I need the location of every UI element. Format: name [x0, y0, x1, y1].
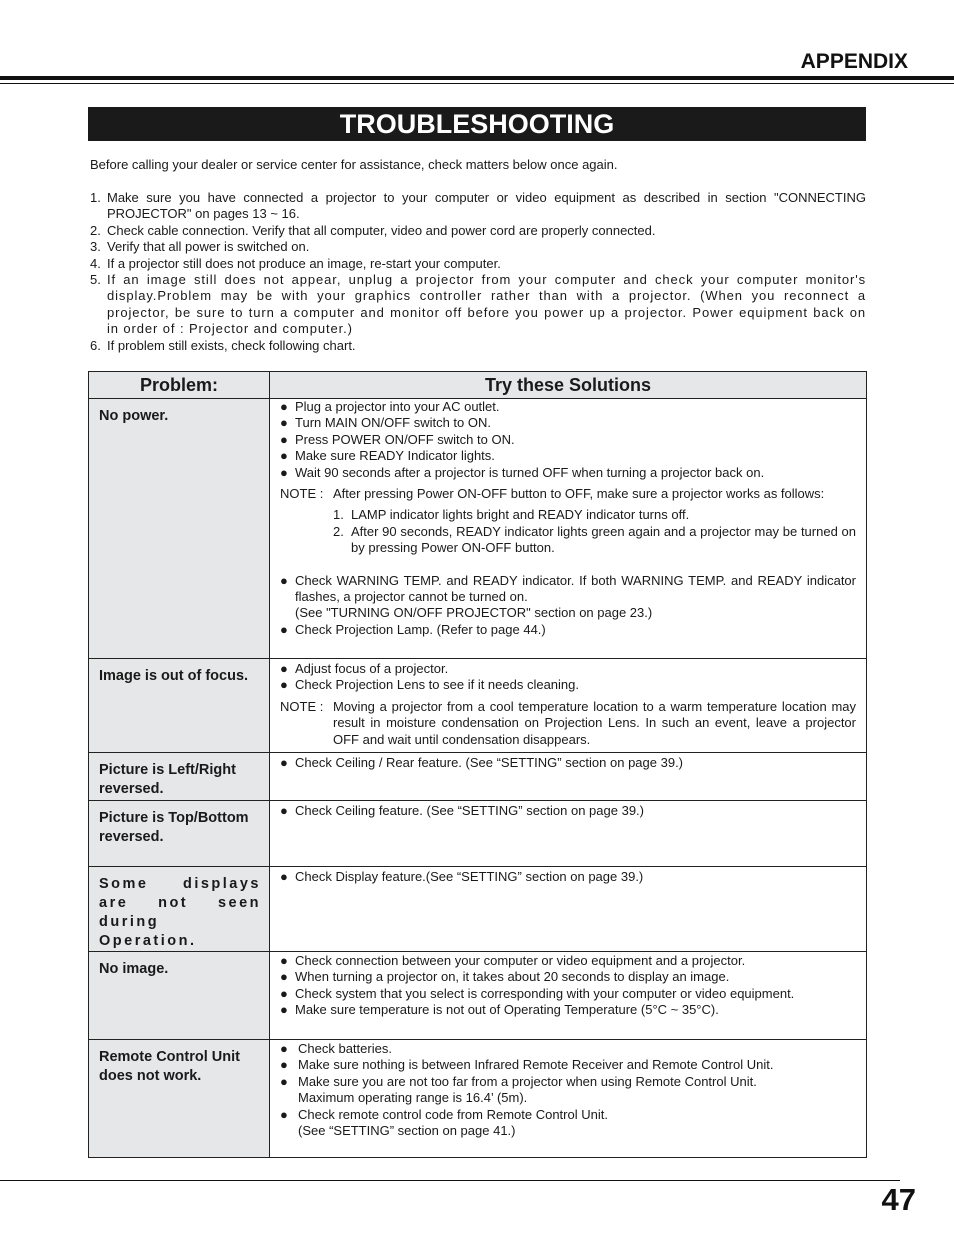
list-item: ● Check system that you select is corresponding with your computer or video equipment. [280, 985, 795, 1001]
page-title: TROUBLESHOOTING [88, 107, 866, 141]
solution-cell [270, 659, 867, 753]
list-item: (See "TURNING ON/OFF PROJECTOR" section on page 23.) [295, 605, 653, 621]
column-header-solutions: Try these Solutions [270, 372, 867, 399]
troubleshooting-table [88, 371, 867, 1158]
problem-cell: Remote Control Unit does not work. [89, 1040, 270, 1158]
list-item: ● Wait 90 seconds after a projector is turned OFF when turning a projector back on. [280, 464, 765, 480]
list-item: ● Make sure temperature is not out of Operating Temperature (5°C ~ 35°C). [280, 1002, 719, 1018]
step-item: 4. If a projector still does not produce an image, re-start your computer. [90, 255, 501, 271]
list-item: ● Make sure nothing is between Infrared Remote Receiver and Remote Control Unit. [280, 1057, 774, 1073]
solution-cell [270, 399, 867, 659]
note: NOTE : After pressing Power ON-OFF button to OFF, make sure a projector works as follows: [280, 486, 825, 502]
steps-list [90, 190, 866, 354]
list-item: ● Check Projection Lamp. (Refer to page 44.) [280, 621, 546, 637]
problem-cell: No image. [89, 952, 270, 1040]
table-row [89, 952, 867, 1040]
problem-cell: Some displays are not seen during Operation. [89, 867, 270, 952]
list-item: ● Adjust focus of a projector. [280, 661, 449, 676]
list-item: ● Make sure READY Indicator lights. [280, 448, 495, 464]
step-item: 3. Verify that all power is switched on. [90, 239, 310, 255]
list-item: ● Check batteries. [280, 1041, 392, 1057]
list-item: ● Turn MAIN ON/OFF switch to ON. [280, 415, 491, 431]
table-row [89, 659, 867, 753]
list-item: ● Check remote control code from Remote Control Unit. [280, 1106, 608, 1122]
header-rule-thin [0, 83, 954, 84]
step-item: 2. Check cable connection. Verify that all computer, video and power cord are properly connected. [90, 222, 656, 238]
list-item: ● Check Projection Lens to see if it needs cleaning. [280, 677, 580, 693]
list-item: ● Check connection between your computer or video equipment and a projector. [280, 953, 746, 969]
list-item: ● Check Ceiling / Rear feature. (See “SETTING” section on page 39.) [280, 755, 684, 771]
step-item: 5. If an image still does not appear, unplug a projector from your computer and check your computer monitor's display.Problem may be with your graphics controller rather than with a projector. (When you reconnect a projector, be sure to turn a computer and monitor off before you power up a projector. Power equipment back on in order of : Projector and computer.) [90, 272, 866, 337]
list-item: ● Make sure you are not too far from a projector when using Remote Control Unit. [280, 1073, 757, 1089]
step-item: 1. Make sure you have connected a projector to your computer or video equipment as described in section "CONNECTING PROJECTOR" on pages 13 ~ 16. [90, 190, 866, 222]
footer-rule [0, 1180, 900, 1181]
solution-cell [270, 801, 867, 867]
list-item: ● Check Ceiling feature. (See “SETTING” section on page 39.) [280, 803, 644, 819]
table-row [89, 801, 867, 867]
problem-cell: No power. [89, 399, 270, 659]
solution-cell [270, 1040, 867, 1158]
sub-item: 1. LAMP indicator lights bright and READY indicator turns off. [333, 507, 690, 523]
note: NOTE : Moving a projector from a cool temperature location to a warm temperature location may result in moisture condensation on Projection Lens. In such an event, leave a projector OFF and wait until condensation disappears. [280, 698, 856, 747]
list-item: ● When turning a projector on, it takes about 20 seconds to display an image. [280, 969, 730, 985]
list-item: Maximum operating range is 16.4’ (5m). [298, 1090, 528, 1106]
table-header-row [89, 372, 867, 399]
sub-item: 2. After 90 seconds, READY indicator lights green again and a projector may be turned on by pressing Power ON-OFF button. [333, 523, 856, 556]
page-number: 47 [881, 1182, 916, 1217]
step-item: 6. If problem still exists, check following chart. [90, 337, 356, 353]
list-item: ● Check WARNING TEMP. and READY indicator. If both WARNING TEMP. and READY indicator flashes, a projector cannot be turned on. [280, 572, 856, 605]
problem-cell: Picture is Top/Bottom reversed. [89, 801, 270, 867]
solution-cell [270, 867, 867, 952]
solution-cell [270, 952, 867, 1040]
list-item: ● Check Display feature.(See “SETTING” section on page 39.) [280, 869, 644, 885]
list-item: (See “SETTING” section on page 41.) [298, 1123, 516, 1139]
table-row [89, 753, 867, 801]
solution-cell [270, 753, 867, 801]
table-row [89, 867, 867, 952]
header-rule [0, 76, 954, 80]
table-row [89, 399, 867, 659]
intro-text: Before calling your dealer or service center for assistance, check matters below once again. [90, 157, 618, 172]
table-row [89, 1040, 867, 1158]
problem-cell: Picture is Left/Right reversed. [89, 753, 270, 801]
problem-cell: Image is out of focus. [89, 659, 270, 753]
section-label: APPENDIX [800, 50, 908, 73]
list-item: ● Plug a projector into your AC outlet. [280, 399, 500, 414]
column-header-problem: Problem: [89, 372, 270, 399]
list-item: ● Press POWER ON/OFF switch to ON. [280, 431, 515, 447]
